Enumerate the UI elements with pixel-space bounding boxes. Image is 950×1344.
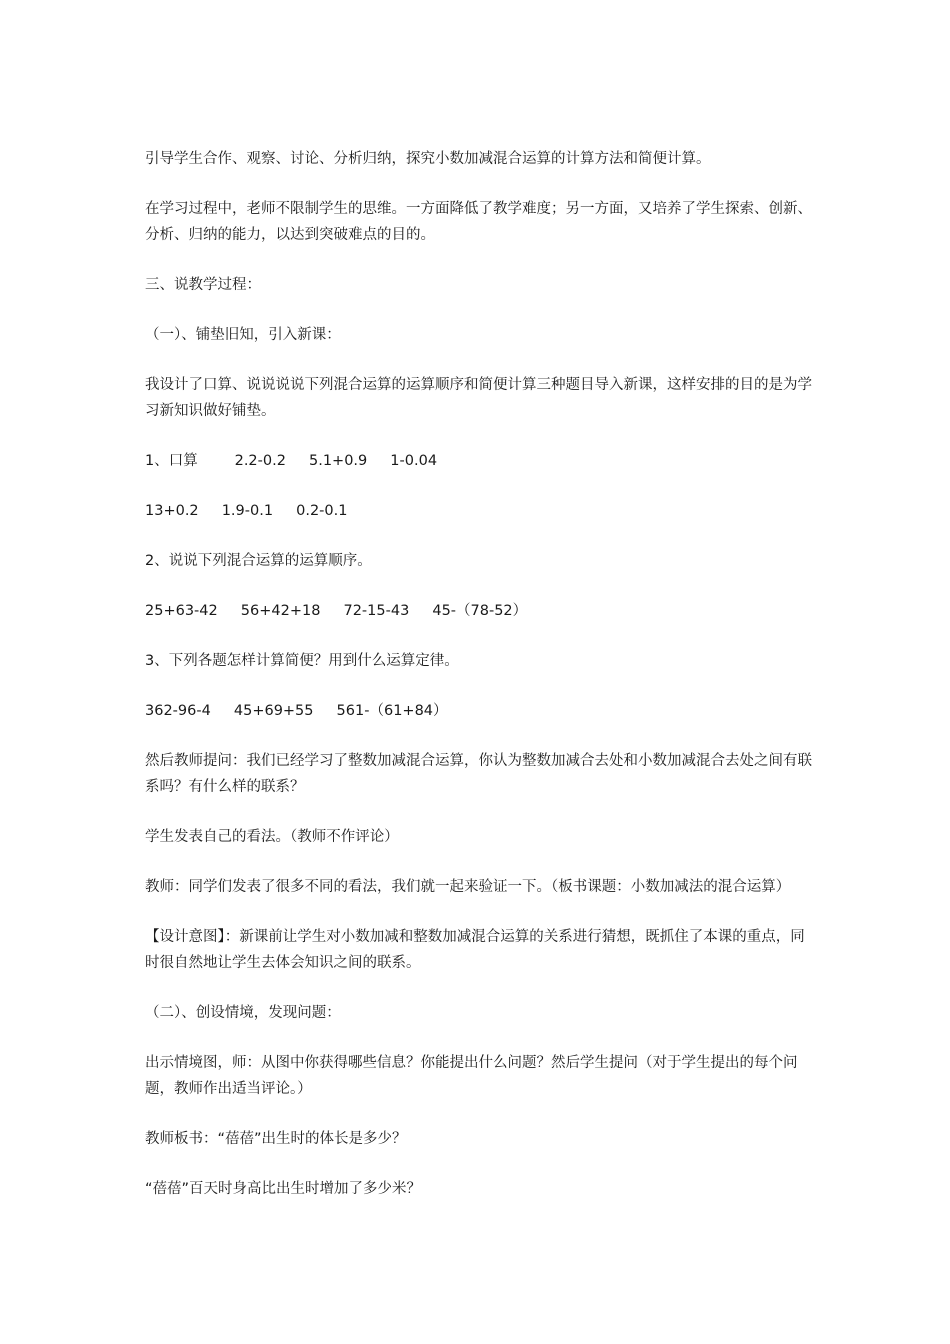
paragraph-teacher-question: 然后教师提问：我们已经学习了整数加减混合运算，你认为整数加减合去处和小数加减混合去处之间有联系吗？有什么样的联系？ [145, 753, 812, 795]
exercise-oral-line-1: 1、口算 2.2-0.2 5.1+0.9 1-0.04 [145, 453, 438, 469]
paragraph-goal: 引导学生合作、观察、讨论、分析归纳，探究小数加减混合运算的计算方法和简便计算。 [145, 151, 711, 167]
paragraph-teacher-verify: 教师：同学们发表了很多不同的看法，我们就一起来验证一下。（板书课题：小数加减法的混合运算） [145, 879, 791, 895]
exercise-oral-line-2: 13+0.2 1.9-0.1 0.2-0.1 [145, 503, 348, 519]
document-body [145, 146, 813, 1226]
subsection-heading-2: （二）、创设情境，发现问题： [145, 1005, 341, 1021]
subsection-heading-1: （一）、铺垫旧知，引入新课： [145, 327, 341, 343]
section-heading-teaching-process: 三、说教学过程： [145, 277, 261, 293]
paragraph-learning-process: 在学习过程中，老师不限制学生的思维。一方面降低了教学难度；另一方面，又培养了学生探索、创新、分析、归纳的能力，以达到突破难点的目的。 [145, 201, 812, 243]
paragraph-design-intro: 我设计了口算、说说说说下列混合运算的运算顺序和简便计算三种题目导入新课，这样安排的目的是为学习新知识做好铺垫。 [145, 377, 812, 419]
exercise-order-heading: 2、说说下列混合运算的运算顺序。 [145, 553, 372, 569]
paragraph-show-scenario: 出示情境图，师：从图中你获得哪些信息？你能提出什么问题？然后学生提问（对于学生提出的每个问题，教师作出适当评论。） [145, 1055, 798, 1097]
paragraph-board-writing-1: 教师板书：“蓓蓓”出生时的体长是多少？ [145, 1131, 407, 1147]
paragraph-board-writing-2: “蓓蓓”百天时身高比出生时增加了多少米？ [145, 1181, 422, 1197]
paragraph-student-views: 学生发表自己的看法。（教师不作评论） [145, 829, 399, 845]
exercise-simplify-items: 362-96-4 45+69+55 561-（61+84） [145, 703, 448, 719]
paragraph-design-intent: 【设计意图】：新课前让学生对小数加减和整数加减混合运算的关系进行猜想，既抓住了本课的重点，同时很自然地让学生去体会知识之间的联系。 [145, 929, 805, 971]
exercise-simplify-heading: 3、下列各题怎样计算简便？用到什么运算定律。 [145, 653, 459, 669]
exercise-order-items: 25+63-42 56+42+18 72-15-43 45-（78-52） [145, 603, 528, 619]
